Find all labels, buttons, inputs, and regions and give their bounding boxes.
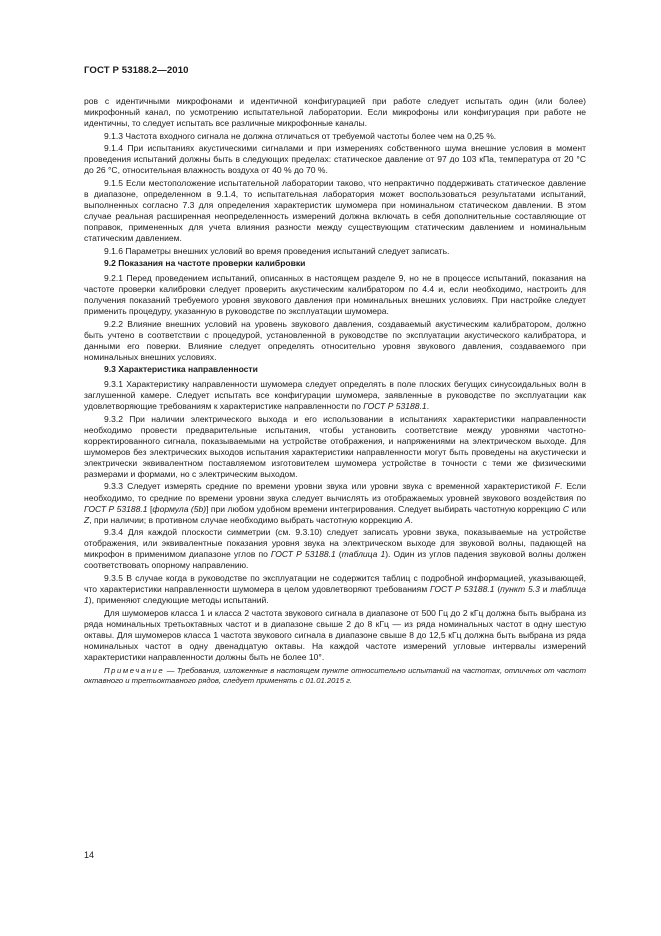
note-label: Примечание: [104, 665, 165, 675]
text-run: или: [569, 503, 587, 514]
weighting-symbol: С: [562, 503, 570, 514]
text-run: и: [539, 583, 551, 594]
text-run: .: [426, 401, 430, 412]
paragraph-9-1-6: 9.1.6 Параметры внешних условий во время проведения испытаний следует записать.: [104, 245, 450, 256]
text-run: (: [494, 583, 501, 594]
page-number: 14: [84, 850, 95, 860]
paragraph-9-3-4: [84, 527, 586, 571]
paragraph-9-3-5: [84, 573, 586, 606]
paragraph-9-2-2: 9.2.2 Влияние внешних условий на уровень звукового давления, создаваемый акустическим калибратором, должно быть учтено в соответствии с процедурой, установленной в руководстве по эксплуатации акустического калибратора, и данными его поверки. Влияние следует определять относительно уровня звукового давления, создаваемого при номинальных внешних условиях.: [84, 318, 586, 362]
paragraph-9-3-2: 9.3.2 При наличии электрического выхода и его использовании в испытаниях характеристики направленности необходимо провести предварительные испытания, чтобы установить соответствие между уровнями частотно-корректированного сигнала, показываемыми на устройстве отображения, и напряжениями на электрическом выходе. Для шумомеров без электрических выходов испытания характеристики направленности могут быть проведены на акустически и электрически эквивалентном поставляемом изготовителем шумомера устройстве в точности с теми же физическими размерами и формами, но с электрическим выходом.: [84, 413, 586, 479]
paragraph-continuation: ров с идентичными микрофонами и идентичной конфигурацией при работе следует испытать один (или более) микрофонный канал, по усмотрению испытательной лаборатории. Если микрофоны или конфигурация при работе не идентичны, то следует испытать все различные микрофонные каналы.: [84, 96, 586, 129]
text-run: , при наличии; в противном случае необходимо выбрать частотную коррекцию: [89, 514, 405, 525]
text-run: (: [335, 549, 342, 560]
standard-reference: ГОСТ Р 53188.1: [84, 503, 148, 514]
text-run: ). Один из углов падения звуковой волны должен соответствовать опорному направлению.: [84, 549, 587, 571]
note-text: — Требования, изложенные в настоящем пункте относительно испытаний на частотах, отличных от частот октавного и третьоктавного рядов, следует применять с 01.01.2015 г.: [84, 665, 586, 686]
paragraph-9-1-4: 9.1.4 При испытаниях акустическими сигналами и при измерениях собственного шума внешние условия в момент проведения испытаний должны быть в следующих пределах: статическое давление от 97 до 103 кПа, температура от 20 °С до 26 °С, относительная влажность воздуха от 40 % до 70 %.: [84, 143, 586, 176]
page-body: [84, 96, 586, 694]
paragraph-9-1-5: 9.1.5 Если местоположение испытательной лаборатории таково, что непрактично поддерживать статическое давление в диапазоне, определенном в 9.1.4, то испытательная лаборатория может воспользоваться результатами испытаний, выполненных согласно 7.3 для определения характеристик шумомера при номинальном статическом давлении. В этом случае реальная расширенная неопределенность измерений должна включать в себя дополнительные составляющие от поправок, примененных для учета влияния разности между существующим статическим давлением и номинальным статическим давлением.: [84, 177, 586, 244]
paragraph-frequency-requirements: Для шумомеров класса 1 и класса 2 частота звукового сигнала в диапазоне от 500 Гц до 2 кГц должна быть выбрана из ряда номинальных третьоктавных частот и в диапазоне свыше 2 до 8 кГц — из ряда номинальных частот в одну шестую октавы. Для шумомеров класса 1 частота звукового сигнала в диапазоне свыше 8 до 12,5 кГц должна быть выбрана из ряда номинальных частот в одну двенадцатую октавы. На каждой частоте измерений угловые интервалы измерений характеристики направленности должны быть не более 10°.: [84, 607, 586, 662]
text-run: .: [410, 514, 413, 525]
paragraph-9-1-3: 9.1.3 Частота входного сигнала не должна отличаться от требуемой частоты более чем на 0,25 %.: [104, 130, 497, 141]
section-heading-9-2: 9.2 Показания на частоте проверки калибровки: [104, 258, 306, 269]
table-reference: таблица 1: [84, 583, 587, 606]
text-run: [: [147, 503, 153, 514]
paragraph-9-2-1: 9.2.1 Перед проведением испытаний, описанных в настоящем разделе 9, но не в процессе испытаний, показания на частоте проверки калибровки следует проверить акустическим калибратором по 4.4 и, если необходимо, настроить для получения показаний требуемого уровня звукового давления при номинальных внешних условиях. При настройке следует применить процедуру, указанную в руководстве по эксплуатации шумомера.: [84, 272, 586, 317]
page-header: ГОСТ Р 53188.2—2010: [84, 65, 189, 76]
formula-reference: формула (5b): [152, 503, 207, 514]
text-run: 9.3.1 Характеристику направленности шумомера следует определять в поле плоских бегущих синусоидальных волн в заглушенной камере. Следует испытать все конфигурации шумомера, заявленные в руководстве по эксплуатации как удовлетворяющие требованиям к характеристике направленности по: [84, 378, 586, 412]
paragraph-9-3-1: [84, 379, 586, 412]
clause-reference: пункт 5.3: [500, 583, 540, 594]
text-run: . Если необходимо, то средние по времени уровни звука следует вычислять из отображаемых уровней звукового воздействия по: [84, 481, 587, 503]
text-run: 9.3.4 Для каждой плоскости симметрии (см. 9.3.10) следует записать уровни звука, показываемые на устройстве отображения, или эквивалентные показания уровня звука на электрическом выходе для звуковой волны, падающей на микрофон в применимом диапазоне углов по: [84, 527, 586, 560]
weighting-symbol: А: [404, 514, 411, 525]
weighting-symbol: Z: [84, 514, 90, 525]
text-run: 9.3.3 Следует измерять средние по времени уровни звука или уровни звука с временной характеристикой: [104, 481, 555, 492]
time-weighting-symbol: F: [554, 481, 560, 492]
standard-reference: ГОСТ Р 53188.1: [430, 583, 495, 594]
text-run: ), применяют следующие методы испытаний.: [88, 595, 269, 606]
section-heading-9-3: 9.3 Характеристика направленности: [104, 364, 258, 375]
note: [84, 666, 586, 686]
standard-reference: ГОСТ Р 53188.1: [363, 401, 427, 412]
standard-reference: ГОСТ Р 53188.1: [270, 549, 336, 560]
text-run: 9.3.5 В случае когда в руководстве по эксплуатации не содержится таблиц с подробной информацией, указывающей, что характеристики направленности шумомера в целом удовлетворяют требованиям: [84, 572, 586, 594]
table-reference: таблица 1: [341, 549, 386, 560]
paragraph-9-3-3: [84, 481, 586, 525]
text-run: ] при любом удобном времени интегрирования. Следует выбирать частотную коррекцию: [206, 503, 563, 514]
